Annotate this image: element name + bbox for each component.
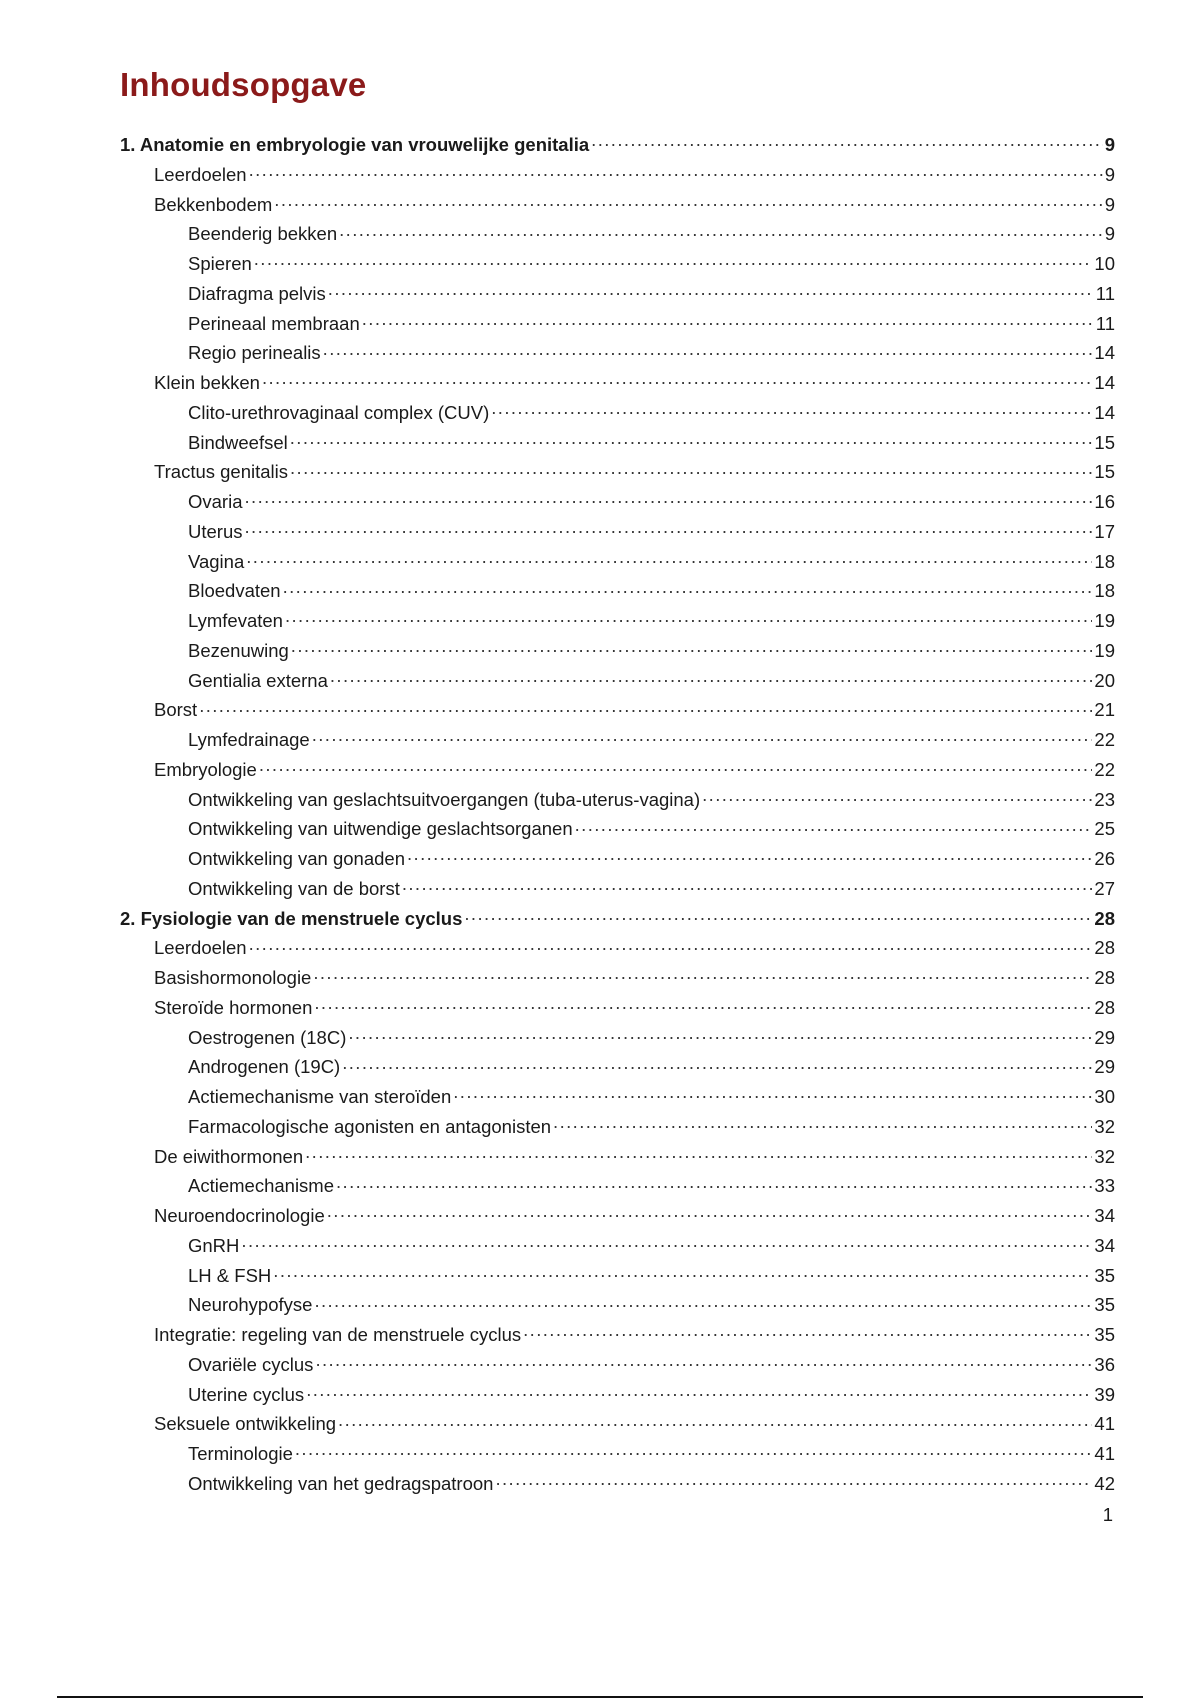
toc-entry-label: Actiemechanisme van steroïden <box>188 1086 452 1107</box>
toc-entry-label: Farmacologische agonisten en antagonisten <box>188 1115 552 1137</box>
toc-entry-page: 9 <box>1104 134 1115 155</box>
toc-entry-page: 18 <box>1094 550 1115 572</box>
toc-entry-page: 15 <box>1094 431 1115 453</box>
toc-entry[interactable] <box>120 1112 1115 1142</box>
toc-dot-leader <box>273 1264 1092 1282</box>
toc-entry-page: 41 <box>1094 1443 1115 1464</box>
toc-entry-page: 35 <box>1094 1294 1115 1316</box>
toc-entry-label: Ontwikkeling van het gedragspatroon <box>188 1472 494 1494</box>
toc-entry-label: Bezenuwing <box>188 639 289 661</box>
toc-dot-leader <box>290 460 1092 478</box>
toc-entry-page: 41 <box>1094 1413 1115 1435</box>
toc-entry[interactable] <box>120 219 1115 249</box>
toc-entry[interactable] <box>120 1052 1115 1082</box>
toc-entry-label: Seksuele ontwikkeling <box>154 1413 337 1435</box>
toc-entry[interactable] <box>120 1350 1115 1380</box>
toc-entry[interactable] <box>120 249 1115 279</box>
toc-entry-page: 39 <box>1094 1383 1115 1405</box>
toc-entry-label: GnRH <box>188 1234 240 1256</box>
toc-entry[interactable] <box>120 606 1115 636</box>
toc-dot-leader <box>328 282 1094 300</box>
toc-entry[interactable] <box>120 368 1115 398</box>
toc-entry[interactable] <box>120 814 1115 844</box>
toc-entry[interactable] <box>120 874 1115 904</box>
toc-entry-label: Gentialia externa <box>188 669 328 691</box>
toc-entry[interactable] <box>120 1439 1115 1469</box>
page-number: 1 <box>1102 1504 1113 1525</box>
toc-entry-label: Uterine cyclus <box>188 1383 305 1405</box>
toc-entry[interactable] <box>120 844 1115 874</box>
footer-rule <box>57 1696 1143 1698</box>
toc-entry-page: 27 <box>1094 877 1115 899</box>
toc-entry[interactable] <box>120 547 1115 577</box>
toc-entry[interactable] <box>120 1142 1115 1172</box>
toc-dot-leader <box>290 431 1093 449</box>
toc-entry[interactable] <box>120 1201 1115 1231</box>
toc-dot-leader <box>702 788 1092 806</box>
toc-entry[interactable] <box>120 487 1115 517</box>
toc-entry-page: 11 <box>1095 312 1115 334</box>
toc-entry-label: Ontwikkeling van uitwendige geslachtsorganen <box>188 818 573 840</box>
toc-entry-page: 28 <box>1094 937 1115 959</box>
toc-entry-label: Bindweefsel <box>188 431 288 453</box>
toc-entry-page: 32 <box>1094 1115 1115 1137</box>
toc-entry[interactable] <box>120 428 1115 458</box>
toc-dot-leader <box>312 728 1093 746</box>
toc-dot-leader <box>402 877 1093 895</box>
toc-entry-page: 15 <box>1094 461 1115 483</box>
toc-entry[interactable] <box>120 963 1115 993</box>
toc-entry-label: Lymfedrainage <box>188 729 310 750</box>
toc-entry-page: 9 <box>1104 163 1115 185</box>
toc-dot-leader <box>306 1383 1092 1401</box>
toc-entry[interactable] <box>120 695 1115 725</box>
toc-entry-label: Diafragma pelvis <box>188 282 326 304</box>
toc-dot-leader <box>291 639 1093 657</box>
toc-dot-leader <box>315 1353 1092 1371</box>
toc-entry[interactable] <box>120 576 1115 606</box>
toc-entry-page: 20 <box>1094 669 1115 691</box>
toc-entry[interactable] <box>120 279 1115 309</box>
toc-entry-page: 14 <box>1094 372 1115 393</box>
toc-entry[interactable] <box>120 1261 1115 1291</box>
toc-entry[interactable] <box>120 1082 1115 1112</box>
toc-entry[interactable] <box>120 933 1115 963</box>
toc-entry-page: 14 <box>1094 401 1115 423</box>
toc-entry[interactable] <box>120 1231 1115 1261</box>
toc-entry-page: 22 <box>1094 729 1115 750</box>
toc-entry-label: Androgenen (19C) <box>188 1056 341 1078</box>
toc-entry-label: Leerdoelen <box>154 163 247 185</box>
toc-entry-label: Embryologie <box>154 758 257 780</box>
toc-entry-page: 28 <box>1094 996 1115 1018</box>
toc-entry-label: Bloedvaten <box>188 580 281 602</box>
toc-dot-leader <box>305 1145 1092 1163</box>
toc-entry-page: 34 <box>1094 1205 1115 1226</box>
toc-entry[interactable] <box>120 785 1115 815</box>
toc-entry-label: Uterus <box>188 520 243 542</box>
toc-entry-page: 14 <box>1094 342 1115 364</box>
toc-entry-page: 32 <box>1094 1145 1115 1167</box>
toc-dot-leader <box>246 550 1092 568</box>
toc-entry-label: Borst <box>154 699 198 721</box>
toc-entry-page: 17 <box>1094 520 1115 542</box>
toc-dot-leader <box>338 1412 1092 1430</box>
toc-entry-label: Bekkenbodem <box>154 193 273 215</box>
toc-dot-leader <box>245 490 1093 508</box>
toc-entry[interactable] <box>120 1409 1115 1439</box>
toc-entry-label: Leerdoelen <box>154 937 247 959</box>
toc-entry-page: 36 <box>1094 1353 1115 1375</box>
toc-entry[interactable] <box>120 1171 1115 1201</box>
toc-entry[interactable] <box>120 725 1115 755</box>
toc-entry-label: Ontwikkeling van de borst <box>188 877 400 899</box>
toc-entry-label: Lymfevaten <box>188 610 283 631</box>
toc-entry-label: Spieren <box>188 253 252 274</box>
toc-entry-label: Integratie: regeling van de menstruele cyclus <box>154 1324 522 1345</box>
toc-entry[interactable] <box>120 190 1115 220</box>
toc-entry-page: 25 <box>1094 818 1115 840</box>
toc-dot-leader <box>285 609 1092 627</box>
toc-entry-label: Ovariële cyclus <box>188 1353 314 1375</box>
toc-entry-page: 35 <box>1094 1324 1115 1345</box>
toc-entry[interactable] <box>120 309 1115 339</box>
toc-entry[interactable] <box>120 1023 1115 1053</box>
toc-dot-leader <box>313 966 1092 984</box>
toc-dot-leader <box>295 1442 1093 1460</box>
toc-entry-page: 16 <box>1094 491 1115 512</box>
toc-entry-page: 19 <box>1094 639 1115 661</box>
toc-dot-leader <box>254 252 1093 270</box>
toc-entry[interactable] <box>120 1290 1115 1320</box>
toc-entry-label: Oestrogenen (18C) <box>188 1026 347 1048</box>
toc-dot-leader <box>314 996 1092 1014</box>
toc-dot-leader <box>323 341 1093 359</box>
toc-dot-leader <box>245 520 1093 538</box>
toc-entry-label: Tractus genitalis <box>154 461 289 483</box>
toc-dot-leader <box>591 133 1103 151</box>
toc-entry-label: Perineaal membraan <box>188 312 360 334</box>
toc-dot-leader <box>362 312 1094 330</box>
toc-dot-leader <box>314 1293 1092 1311</box>
toc-entry-label: 2. Fysiologie van de menstruele cyclus <box>120 907 463 929</box>
toc-entry[interactable] <box>120 1320 1115 1350</box>
toc-entry-label: Steroïde hormonen <box>154 996 313 1018</box>
toc-entry-label: Klein bekken <box>154 372 260 393</box>
toc-entry-page: 28 <box>1094 967 1115 988</box>
toc-entry-page: 9 <box>1104 223 1115 245</box>
toc-dot-leader <box>199 698 1092 716</box>
toc-dot-leader <box>283 579 1093 597</box>
toc-entry-label: Ontwikkeling van geslachtsuitvoergangen (tuba-uterus-vagina) <box>188 788 701 810</box>
toc-entry-page: 22 <box>1094 758 1115 780</box>
toc-entry-label: LH & FSH <box>188 1264 272 1286</box>
toc-entry-page: 30 <box>1094 1086 1115 1107</box>
toc-entry[interactable] <box>120 993 1115 1023</box>
toc-entry-page: 19 <box>1094 610 1115 631</box>
toc-entry-page: 29 <box>1094 1026 1115 1048</box>
toc-entry-label: Neuroendocrinologie <box>154 1205 325 1226</box>
toc-entry-label: De eiwithormonen <box>154 1145 304 1167</box>
toc-dot-leader <box>330 669 1093 687</box>
toc-entry[interactable] <box>120 338 1115 368</box>
toc-dot-leader <box>262 371 1092 389</box>
toc-entry[interactable] <box>120 457 1115 487</box>
toc-entry-page: 42 <box>1094 1472 1115 1494</box>
toc-entry-page: 34 <box>1094 1234 1115 1256</box>
toc-dot-leader <box>259 758 1093 776</box>
toc-entry-label: 1. Anatomie en embryologie van vrouwelijke genitalia <box>120 134 590 155</box>
toc-entry-label: Terminologie <box>188 1443 293 1464</box>
toc-entry[interactable] <box>120 398 1115 428</box>
toc-entry-page: 10 <box>1094 253 1115 274</box>
toc-entry-page: 23 <box>1094 788 1115 810</box>
toc-dot-leader <box>575 817 1093 835</box>
toc-entry[interactable] <box>120 1469 1115 1499</box>
toc-entry-page: 18 <box>1094 580 1115 602</box>
toc-entry-label: Actiemechanisme <box>188 1175 335 1197</box>
toc-entry-page: 11 <box>1095 282 1115 304</box>
toc-dot-leader <box>464 907 1092 925</box>
toc-entry[interactable] <box>120 517 1115 547</box>
toc-dot-leader <box>348 1026 1092 1044</box>
toc-entry-label: Beenderig bekken <box>188 223 338 245</box>
toc-entry[interactable] <box>120 130 1115 160</box>
page-title: Inhoudsopgave <box>120 66 367 103</box>
toc-dot-leader <box>453 1085 1092 1103</box>
toc-entry[interactable] <box>120 636 1115 666</box>
toc-entry-label: Vagina <box>188 550 245 572</box>
toc-dot-leader <box>336 1174 1092 1192</box>
toc-entry-label: Ontwikkeling van gonaden <box>188 848 406 869</box>
table-of-contents <box>120 130 1115 1499</box>
toc-entry[interactable] <box>120 755 1115 785</box>
toc-entry-page: 28 <box>1094 907 1115 929</box>
toc-entry-label: Neurohypofyse <box>188 1294 313 1316</box>
toc-entry-label: Ovaria <box>188 491 243 512</box>
toc-entry-page: 9 <box>1104 193 1115 215</box>
toc-entry[interactable] <box>120 904 1115 934</box>
toc-dot-leader <box>249 163 1103 181</box>
toc-dot-leader <box>342 1055 1092 1073</box>
toc-entry-page: 35 <box>1094 1264 1115 1286</box>
toc-entry-page: 21 <box>1094 699 1115 721</box>
toc-entry-page: 33 <box>1094 1175 1115 1197</box>
toc-entry-label: Regio perinealis <box>188 342 321 364</box>
toc-dot-leader <box>495 1472 1092 1490</box>
toc-entry[interactable] <box>120 666 1115 696</box>
toc-entry[interactable] <box>120 1380 1115 1410</box>
toc-entry-label: Clito-urethrovaginaal complex (CUV) <box>188 401 490 423</box>
toc-entry-label: Basishormonologie <box>154 967 312 988</box>
toc-dot-leader <box>553 1115 1092 1133</box>
toc-dot-leader <box>523 1323 1092 1341</box>
toc-dot-leader <box>339 222 1103 240</box>
toc-entry[interactable] <box>120 160 1115 190</box>
toc-dot-leader <box>274 193 1102 211</box>
toc-dot-leader <box>241 1234 1092 1252</box>
toc-dot-leader <box>327 1204 1093 1222</box>
toc-dot-leader <box>491 401 1092 419</box>
toc-dot-leader <box>249 936 1093 954</box>
toc-entry-page: 26 <box>1094 848 1115 869</box>
toc-entry-page: 29 <box>1094 1056 1115 1078</box>
toc-dot-leader <box>407 847 1092 865</box>
